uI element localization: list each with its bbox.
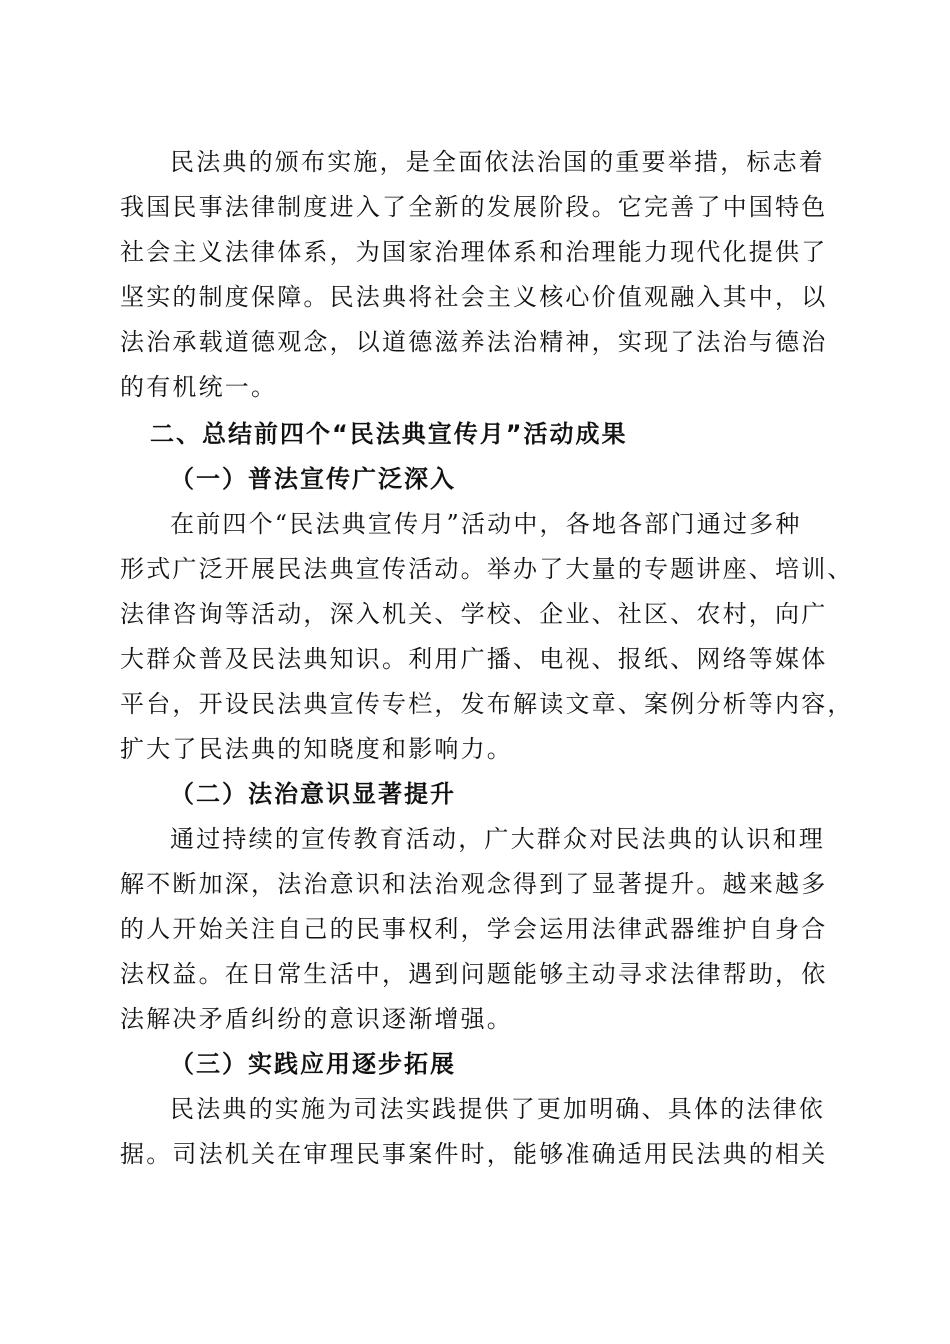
section-heading: 二、总结前四个“民法典宣传月”活动成果 (150, 420, 628, 448)
text-line: 在前四个“民法典宣传月”活动中，各地各部门通过多种 (170, 510, 802, 538)
text-line: 解不断加深，法治意识和法治观念得到了显著提升。越来越多 (120, 870, 828, 898)
text-line: 的人开始关注自己的民事权利，学会运用法律武器维护自身合 (120, 915, 828, 943)
text-line: 法解决矛盾纠纷的意识逐渐增强。 (120, 1005, 513, 1033)
subsection-heading-3: （三）实践应用逐步拓展 (170, 1049, 456, 1078)
text-line: 民法典的实施为司法实践提供了更加明确、具体的法律依 (170, 1095, 825, 1123)
text-line: 我国民事法律制度进入了全新的发展阶段。它完善了中国特色 (120, 193, 828, 221)
text-line: 法律咨询等活动，深入机关、学校、企业、社区、农村，向广 (120, 600, 828, 628)
text-line: 民法典的颁布实施，是全面依法治国的重要举措，标志着 (170, 148, 825, 176)
text-line: 社会主义法律体系，为国家治理体系和治理能力现代化提供了 (120, 238, 828, 266)
text-line: 的有机统一。 (120, 373, 278, 401)
subsection-heading-2: （二）法治意识显著提升 (170, 779, 456, 808)
text-line: 平台，开设民法典宣传专栏，发布解读文章、案例分析等内容， (120, 690, 854, 718)
text-line: 法治承载道德观念，以道德滋养法治精神，实现了法治与德治 (120, 328, 828, 356)
text-line: 坚实的制度保障。民法典将社会主义核心价值观融入其中，以 (120, 283, 828, 311)
text-line: 形式广泛开展民法典宣传活动。举办了大量的专题讲座、培训、 (120, 555, 854, 583)
subsection-heading-1: （一）普法宣传广泛深入 (170, 464, 456, 493)
text-line: 法权益。在日常生活中，遇到问题能够主动寻求法律帮助，依 (120, 960, 828, 988)
text-line: 大群众普及民法典知识。利用广播、电视、报纸、网络等媒体 (120, 645, 828, 673)
text-line: 扩大了民法典的知晓度和影响力。 (120, 735, 513, 763)
text-line: 通过持续的宣传教育活动，广大群众对民法典的认识和理 (170, 825, 825, 853)
text-line: 据。司法机关在审理民事案件时，能够准确适用民法典的相关 (120, 1140, 828, 1168)
